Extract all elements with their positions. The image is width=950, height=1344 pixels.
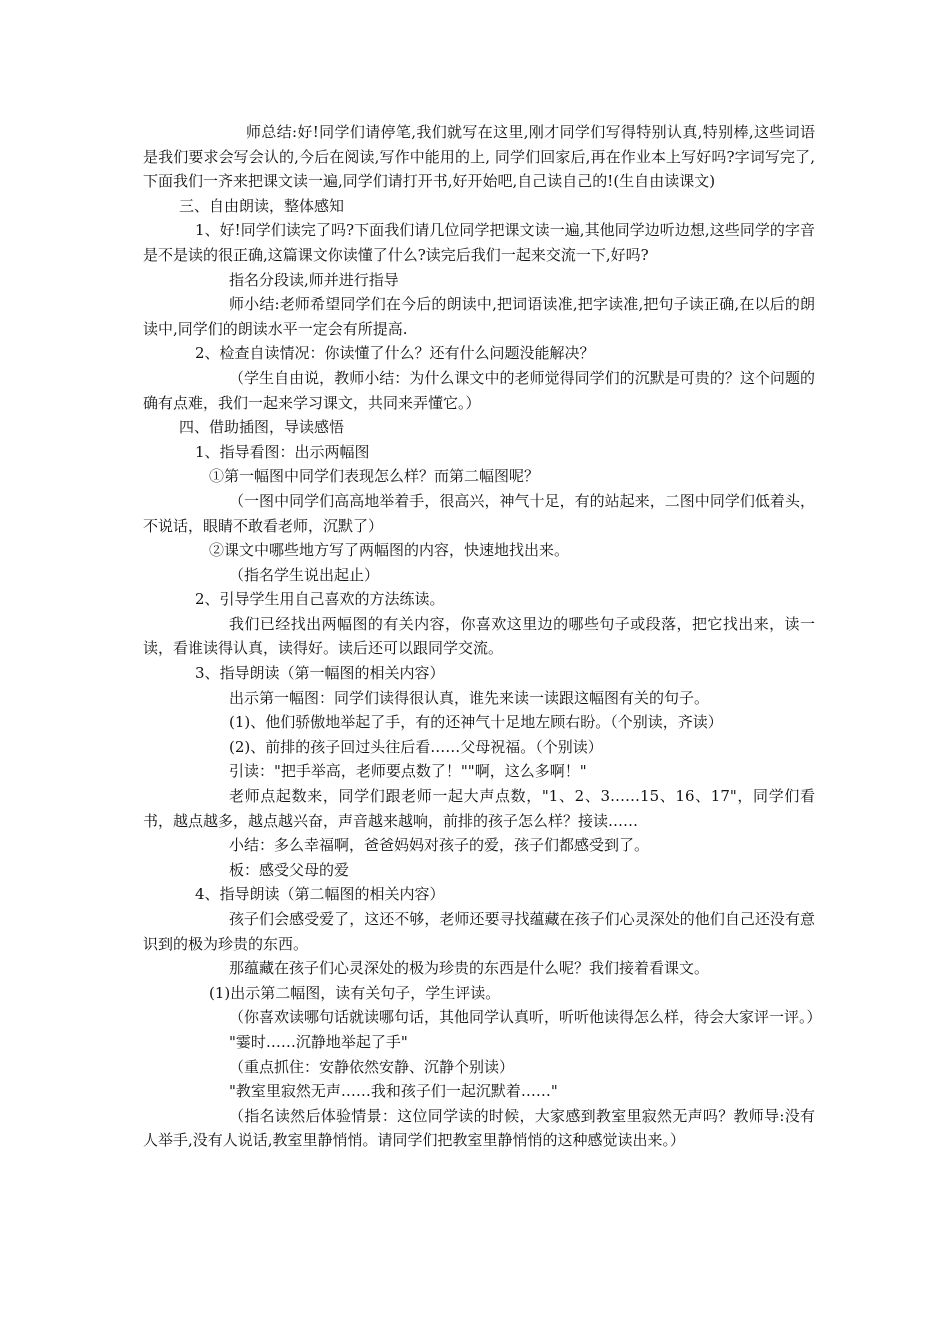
paragraph: （指名学生说出起止）: [229, 565, 380, 584]
paragraph: (2)、前排的孩子回过头往后看……父母祝福。（个别读）: [229, 737, 603, 756]
paragraph: ②课文中哪些地方写了两幅图的内容，快速地找出来。: [209, 541, 570, 560]
paragraph: （你喜欢读哪句话就读哪句话，其他同学认真听，听听他读得怎么样，待会大家评一评。）: [229, 1008, 822, 1027]
paragraph: 引读："把手举高，老师要点数了！""啊，这么多啊！": [229, 762, 587, 781]
paragraph: 板：感受父母的爱: [229, 860, 350, 879]
paragraph: (1)出示第二幅图，读有关句子，学生评读。: [209, 983, 501, 1002]
section-heading: 三、自由朗读，整体感知: [179, 196, 345, 215]
paragraph: "霎时……沉静地举起了手": [229, 1032, 408, 1051]
paragraph: （一图中同学们高高地举着手，很高兴，神气十足，有的站起来，二图中同学们低着头，不说话，眼睛不敢看老师，沉默了）: [143, 491, 815, 535]
paragraph: 师总结:好!同学们请停笔,我们就写在这里,刚才同学们写得特别认真,特别棒,这些词语是我们要求会写会认的,今后在阅读,写作中能用的上, 同学们回家后,再在作业本上写好吗?字词写完了,下面我们一齐来把课文读一遍,同学们请打开书,好开始吧,自己读自己的!(生自由读课文): [143, 123, 815, 191]
paragraph: 1、好!同学们读完了吗?下面我们请几位同学把课文读一遍,其他同学边听边想,这些同学的字音是不是读的很正确,这篇课文你读懂了什么?读完后我们一起来交流一下,好吗?: [143, 221, 815, 264]
paragraph: 孩子们会感受爱了，这还不够，老师还要寻找蕴藏在孩子们心灵深处的他们自己还没有意识到的极为珍贵的东西。: [143, 910, 815, 953]
document-body: [143, 120, 822, 1153]
paragraph: (1)、他们骄傲地举起了手，有的还神气十足地左顾右盼。（个别读，齐读）: [229, 713, 723, 732]
paragraph: 4、指导朗读（第二幅图的相关内容）: [195, 885, 445, 904]
paragraph: 那蕴藏在孩子们心灵深处的极为珍贵的东西是什么呢？我们接着看课文。: [229, 959, 710, 978]
paragraph: 老师点起数来，同学们跟老师一起大声点数，"1、2、3……15、16、17"，同学们看书，越点越多，越点越兴奋，声音越来越响，前排的孩子怎么样？接读……: [143, 787, 815, 830]
paragraph: 师小结:老师希望同学们在今后的朗读中,把词语读准,把字读准,把句子读正确,在以后的朗读中,同学们的朗读水平一定会有所提高.: [143, 295, 815, 338]
paragraph: 2、检查自读情况：你读懂了什么？还有什么问题没能解决？: [195, 344, 595, 363]
paragraph: 1、指导看图：出示两幅图: [195, 442, 370, 461]
paragraph: （重点抓住：安静依然安静、沉静个别读）: [229, 1057, 515, 1076]
paragraph: 2、引导学生用自己喜欢的方法练读。: [195, 590, 445, 609]
paragraph: 出示第一幅图：同学们读得很认真，谁先来读一读跟这幅图有关的句子。: [229, 688, 710, 707]
paragraph: 3、指导朗读（第一幅图的相关内容）: [195, 664, 445, 683]
paragraph: 我们已经找出两幅图的有关内容，你喜欢这里边的哪些句子或段落，把它找出来，读一读，看谁读得认真，读得好。读后还可以跟同学交流。: [143, 614, 815, 658]
paragraph: 小结：多么幸福啊，爸爸妈妈对孩子的爱，孩子们都感受到了。: [229, 836, 650, 855]
paragraph: 指名分段读,师并进行指导: [229, 270, 399, 289]
paragraph: "教室里寂然无声……我和孩子们一起沉默着……": [229, 1082, 558, 1101]
paragraph: ①第一幅图中同学们表现怎么样？而第二幅图呢？: [209, 467, 540, 486]
paragraph: （学生自由说，教师小结：为什么课文中的老师觉得同学们的沉默是可贵的？这个问题的确有点难，我们一起来学习课文，共同来弄懂它。）: [143, 368, 815, 412]
paragraph: （指名读然后体验情景：这位同学读的时候，大家感到教室里寂然无声吗？教师导:没有人举手,没有人说话,教室里静悄悄。请同学们把教室里静悄悄的这种感觉读出来。）: [143, 1106, 815, 1150]
section-heading: 四、借助插图，导读感悟: [179, 418, 345, 437]
